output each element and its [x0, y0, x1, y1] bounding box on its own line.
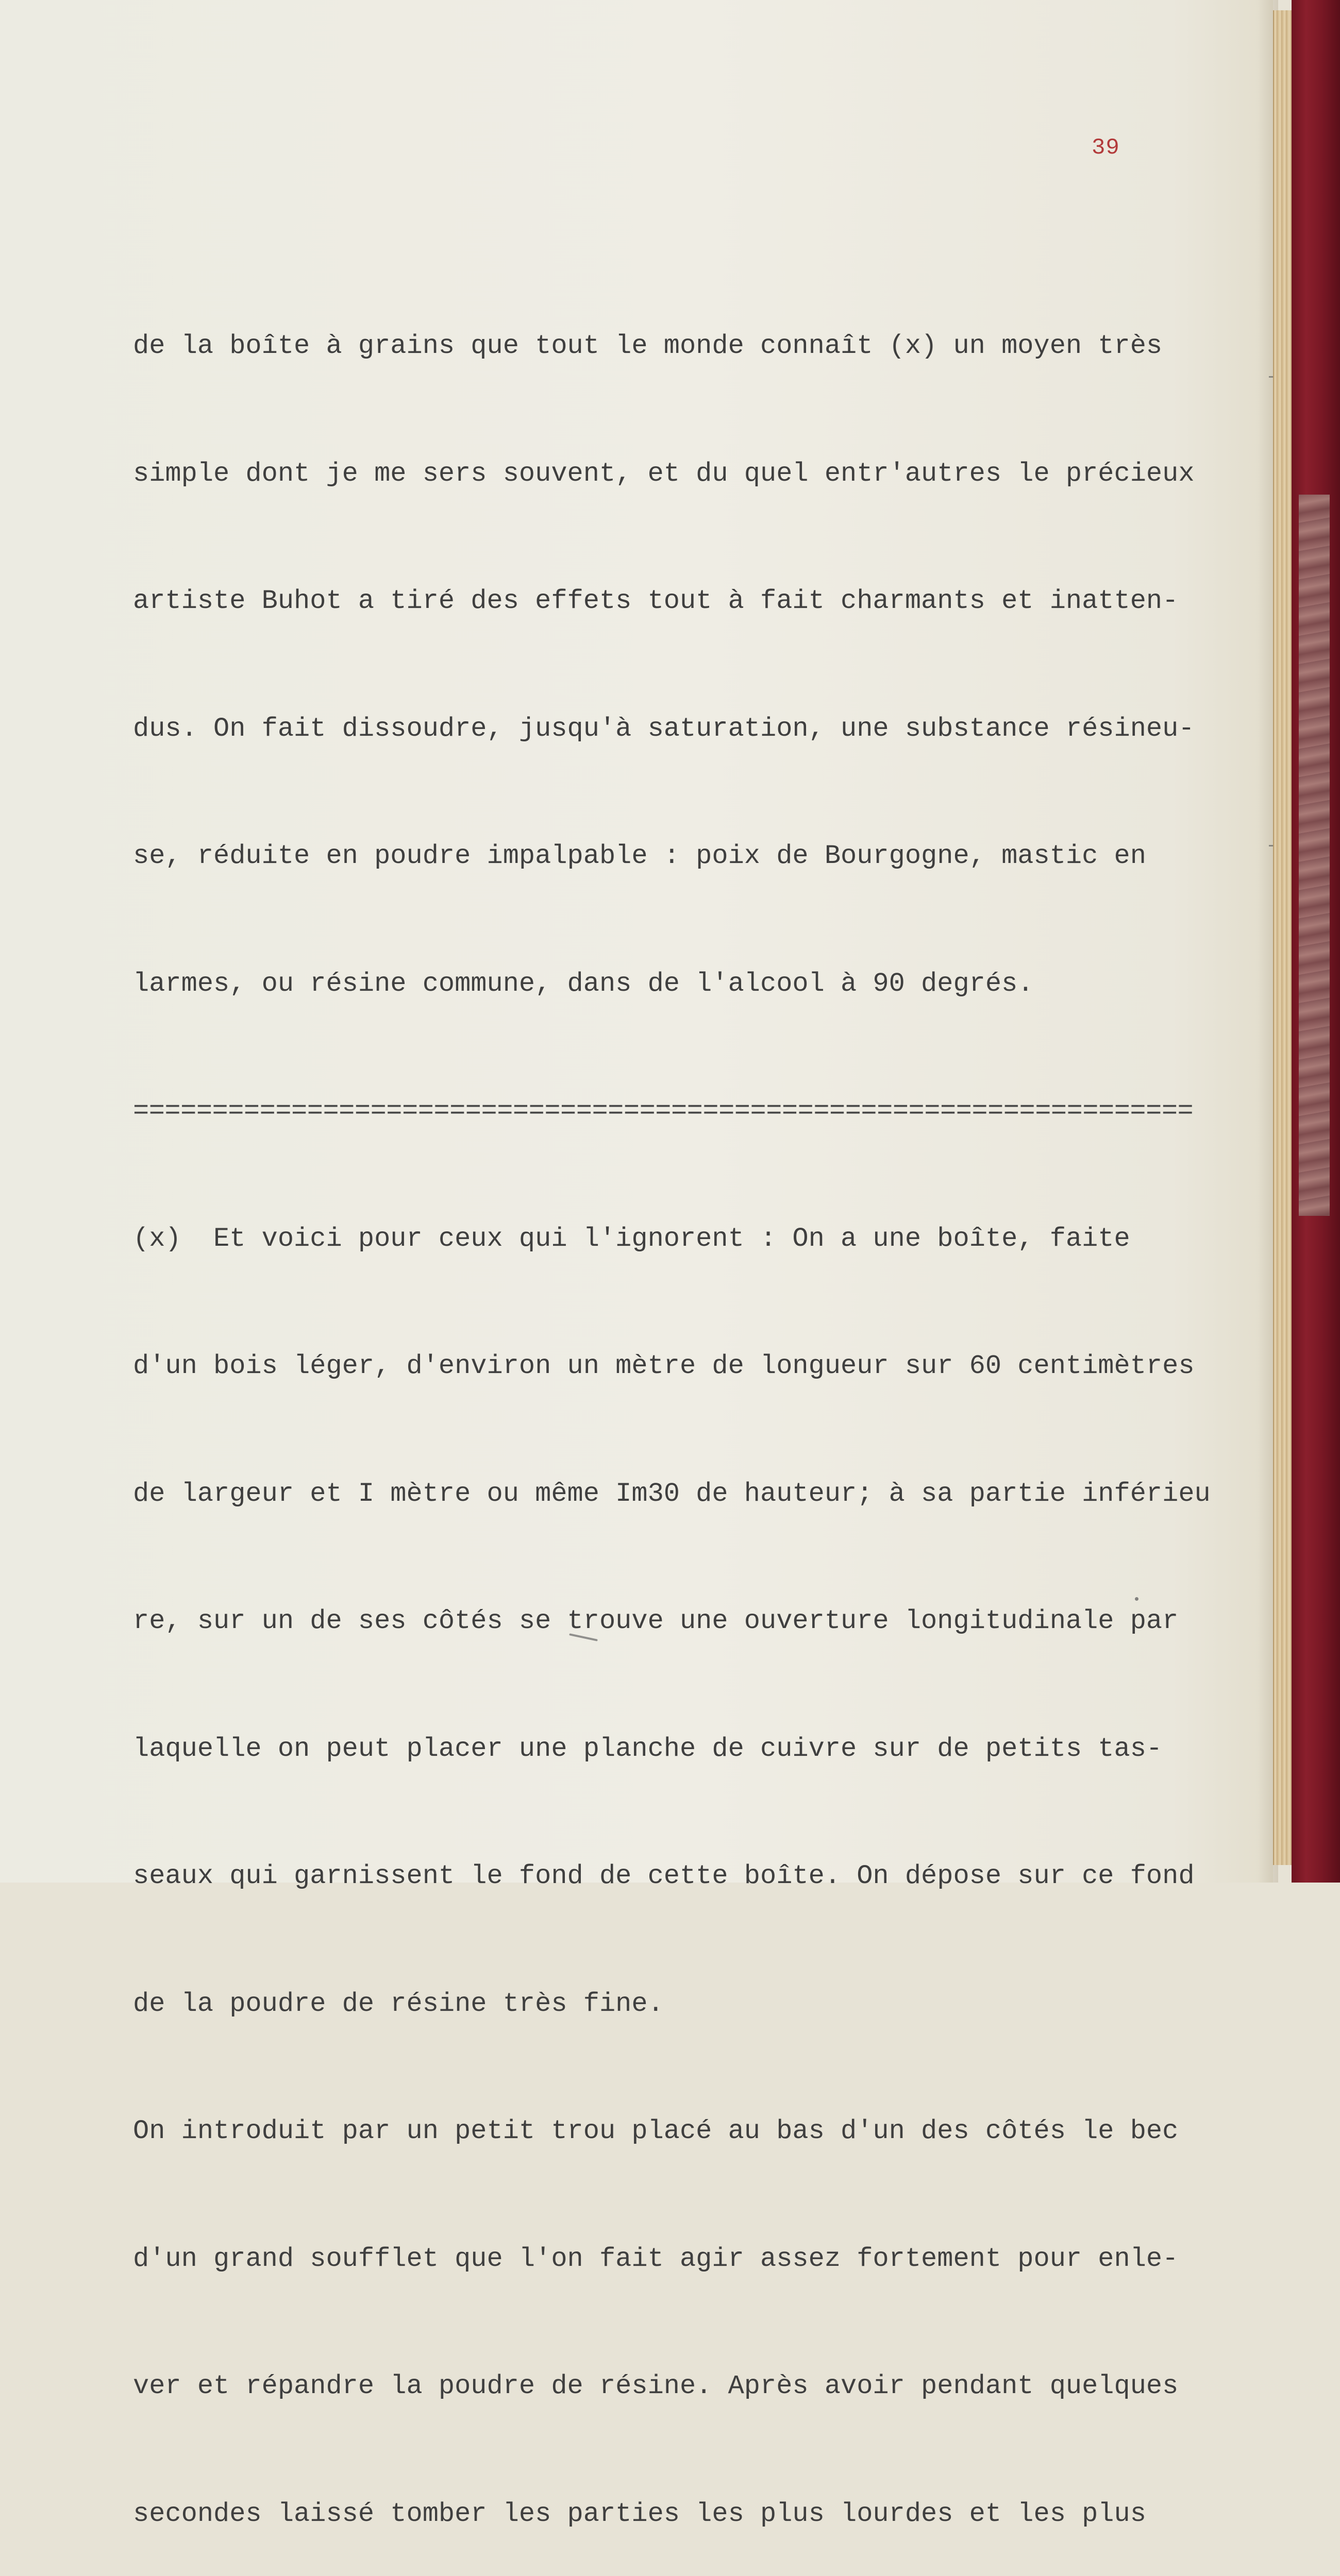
footnote-line: (x) Et voici pour ceux qui l'ignorent : On a une boîte, faite: [133, 1223, 1130, 1254]
footnote-line: re, sur un de ses côtés se trouve une ouverture longitudinale par: [133, 1606, 1179, 1636]
footnote-line: d'un bois léger, d'environ un mètre de longueur sur 60 centimètres: [133, 1351, 1195, 1381]
body-line: larmes, ou résine commune, dans de l'alcool à 90 degrés.: [133, 968, 1034, 999]
body-line: dus. On fait dissoudre, jusqu'à saturation, une substance résineu-: [133, 713, 1195, 744]
footnote-line: laquelle on peut placer une planche de cuivre sur de petits tas-: [133, 1733, 1163, 1764]
footnote-line: seaux qui garnissent le fond de cette boîte. On dépose sur ce fond: [133, 1861, 1195, 1891]
marbled-endpaper: [1299, 495, 1330, 1216]
footnote-line: de largeur et I mètre ou même Im30 de hauteur; à sa partie inférieu: [133, 1478, 1211, 1509]
stray-dot-mark: [1135, 1597, 1138, 1601]
body-line: de la boîte à grains que tout le monde connaît (x) un moyen très: [133, 331, 1163, 361]
typewritten-text: [133, 240, 1267, 2576]
body-line: se, réduite en poudre impalpable : poix de Bourgogne, mastic en: [133, 841, 1146, 871]
page-stack-edges: [1273, 10, 1293, 1865]
body-line: simple dont je me sers souvent, et du quel entr'autres le précieux: [133, 458, 1195, 489]
footnote-line: On introduit par un petit trou placé au bas d'un des côtés le bec: [133, 2116, 1179, 2146]
footnote-line: ver et répandre la poudre de résine. Après avoir pendant quelques: [133, 2371, 1179, 2401]
footnote-separator: ===================================================================: [133, 1096, 1194, 1126]
page-number: 39: [1092, 135, 1120, 161]
footnote-line: de la poudre de résine très fine.: [133, 1988, 664, 2019]
footnote-line: secondes laissé tomber les parties les plus lourdes et les plus: [133, 2498, 1146, 2529]
footnote-line: d'un grand soufflet que l'on fait agir assez fortement pour enle-: [133, 2243, 1179, 2274]
body-line: artiste Buhot a tiré des effets tout à fait charmants et inatten-: [133, 586, 1179, 616]
